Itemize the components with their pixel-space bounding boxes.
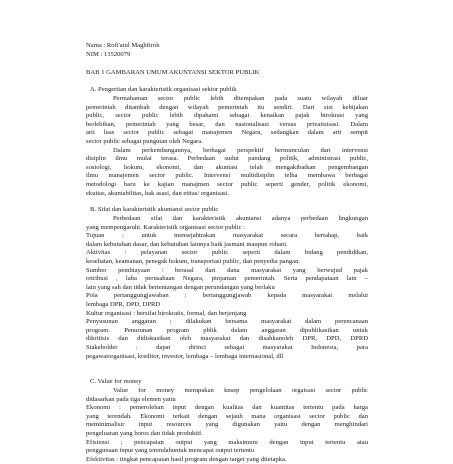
paragraph-line: ilmu manajemen sector public. Intervensi multidisiplin telha membawa berbagai [86, 172, 368, 180]
paragraph-line: Aktivitas : pelayanan sector public seperti dalam bidang pendidikan, [86, 249, 368, 257]
paragraph-line: program. Penurunan program pblik dalam anggaran dipublikasikan untuk [86, 326, 368, 334]
paragraph-line: Efisiensi ; pencapaian output yang maksimum dengan input tertentu atau [86, 438, 368, 446]
paragraph-line: lain yang sah dan tidak bertentangan dengan perundangan yang berlaku [86, 283, 275, 291]
paragraph-line: Tujuan : untuk mensejahtrakan masyarakat secara bertahap, baik [86, 232, 368, 240]
paragraph-line: penggunaan input yang terendahuntuk mencapai output tertentu [86, 447, 255, 455]
paragraph-line: Pola pertanggungjawaban : bertanggungjawab kepada masyarakat melalui [86, 292, 368, 300]
paragraph-line: Value for money merupakan knsep pengelolaan orgaisasi sector public [113, 387, 368, 394]
paragraph-line: Ekonomi : pemerolehan input dengan kualitas dan kuantitas tertentu pada harga [86, 404, 368, 412]
paragraph-line: lembaga DPR, DPD, DPRD [86, 301, 161, 308]
section-c-heading: C. Value for money [90, 378, 142, 385]
paragraph-line: pengeluaran yang boros dan tidak produktif. [86, 430, 203, 437]
author-name: Nama : Rofi'atul Maghfiroh [86, 42, 160, 49]
paragraph-line: sector public sebagai pungutan oleh Negara. [86, 137, 203, 145]
paragraph-line: ekuitas, akuntabilitas, hak asasi, dan etitas/ organisasi. [86, 189, 230, 197]
paragraph-line: disiplin ilmu mulai terasa. Perbedaan sudut pandang politik, administrasi public, [86, 155, 368, 163]
paragraph-line: Dalam perkembangannya, berbagai perspektif bermunculan dari intervensi [113, 146, 368, 154]
student-id: NIM : 13520079 [86, 51, 131, 58]
paragraph-line: berlebihan, pemerintah yang besar, dan nasionalisasi versus privatisisasi. Dalam [86, 120, 368, 128]
paragraph-line: Penyusunan anggaran : dilakukan bersama masyarakat dalam perencanaan [86, 318, 368, 326]
paragraph-line: Permahaman sector public lebih ditempakan pada suatu wilayah diluar [113, 95, 368, 102]
paragraph-line: pegawaiorganisasi, kreditor, investor, lembaga – lembaga internasional, dll [86, 352, 284, 360]
paragraph-line: arti luas sector public sebagai manajemen Negara, sedangkan dalam arti sempit [86, 129, 368, 136]
paragraph-line: Efektivitas : tingkat pencapaian hasil program dengan target yang ditetapka. [86, 455, 287, 463]
paragraph-line: metodologi baru ke kajian manajmen sector public seperti gender, politik ekonomi, [86, 180, 368, 188]
paragraph-line: Perbedaan sifat dan karakteristik akuntansi adanya perbedaan lingkungan [113, 215, 368, 222]
paragraph-line: dikritisis dan didiskusikan oleh masyarakat dan disahkanoleh DPR, DPD, DPRD [86, 335, 368, 343]
paragraph-line: meminimalisir input resources yang digunakan yaitu dengan menghindari [86, 421, 368, 429]
paragraph-line: public, sector public lebih dipahami sebagai kenaikan pajak birokrasi yang [86, 112, 368, 119]
paragraph-line: didasarkan pada tiga elemen yaitu [86, 395, 176, 403]
paragraph-line: retribusi , laba perusahaan Negara, pinjaman pemerintah. Serta pendapataan lain – [86, 275, 368, 283]
chapter-title: BAB 1 GAMBARAN UMUM AKUNTANSI SEKTOR PUBLIK [86, 69, 260, 76]
paragraph-line: yang terendah. Ekonomi terkait dengan sejauh mana organisasi sector public dan [86, 412, 368, 420]
paragraph-line: pemerintah ditambah dengan wilayah pemerintah itu sendiri. Dari sisi kebijakan [86, 103, 368, 111]
paragraph-line: sosiologi, hokum, ekonomi, dan akuntasi telah mengakibatkan pengembangan [86, 163, 368, 171]
paragraph-line: Stakeholder : dapat dirinci sebagai masyarakat Indonesia, para [86, 344, 368, 351]
paragraph-line: Kultur organisasi : bersifat birokratis, formal, dan berjenjang [86, 309, 247, 317]
paragraph-line: yang mempengaruhi. Karakteristik organisasi sector public : [86, 223, 246, 231]
section-b-heading: B. Sifat dan karakteristik akuntansi sector public [90, 206, 219, 213]
paragraph-line: Sumber pembiayaan : berasal dari dana masyarakat yang berwujud pajak [86, 266, 368, 274]
paragraph-line: kesehatan, keamanan, penegak hokum, transportasi public, dan penyedia pangan. [86, 258, 301, 265]
section-a-heading: A. Pengertian dan karakteristik organisasi sektor publik [90, 86, 237, 93]
paragraph-line: dalam kebutuhan dasar, dan kebutuhan lainnya baik jasmani maupun rohani. [86, 240, 288, 248]
